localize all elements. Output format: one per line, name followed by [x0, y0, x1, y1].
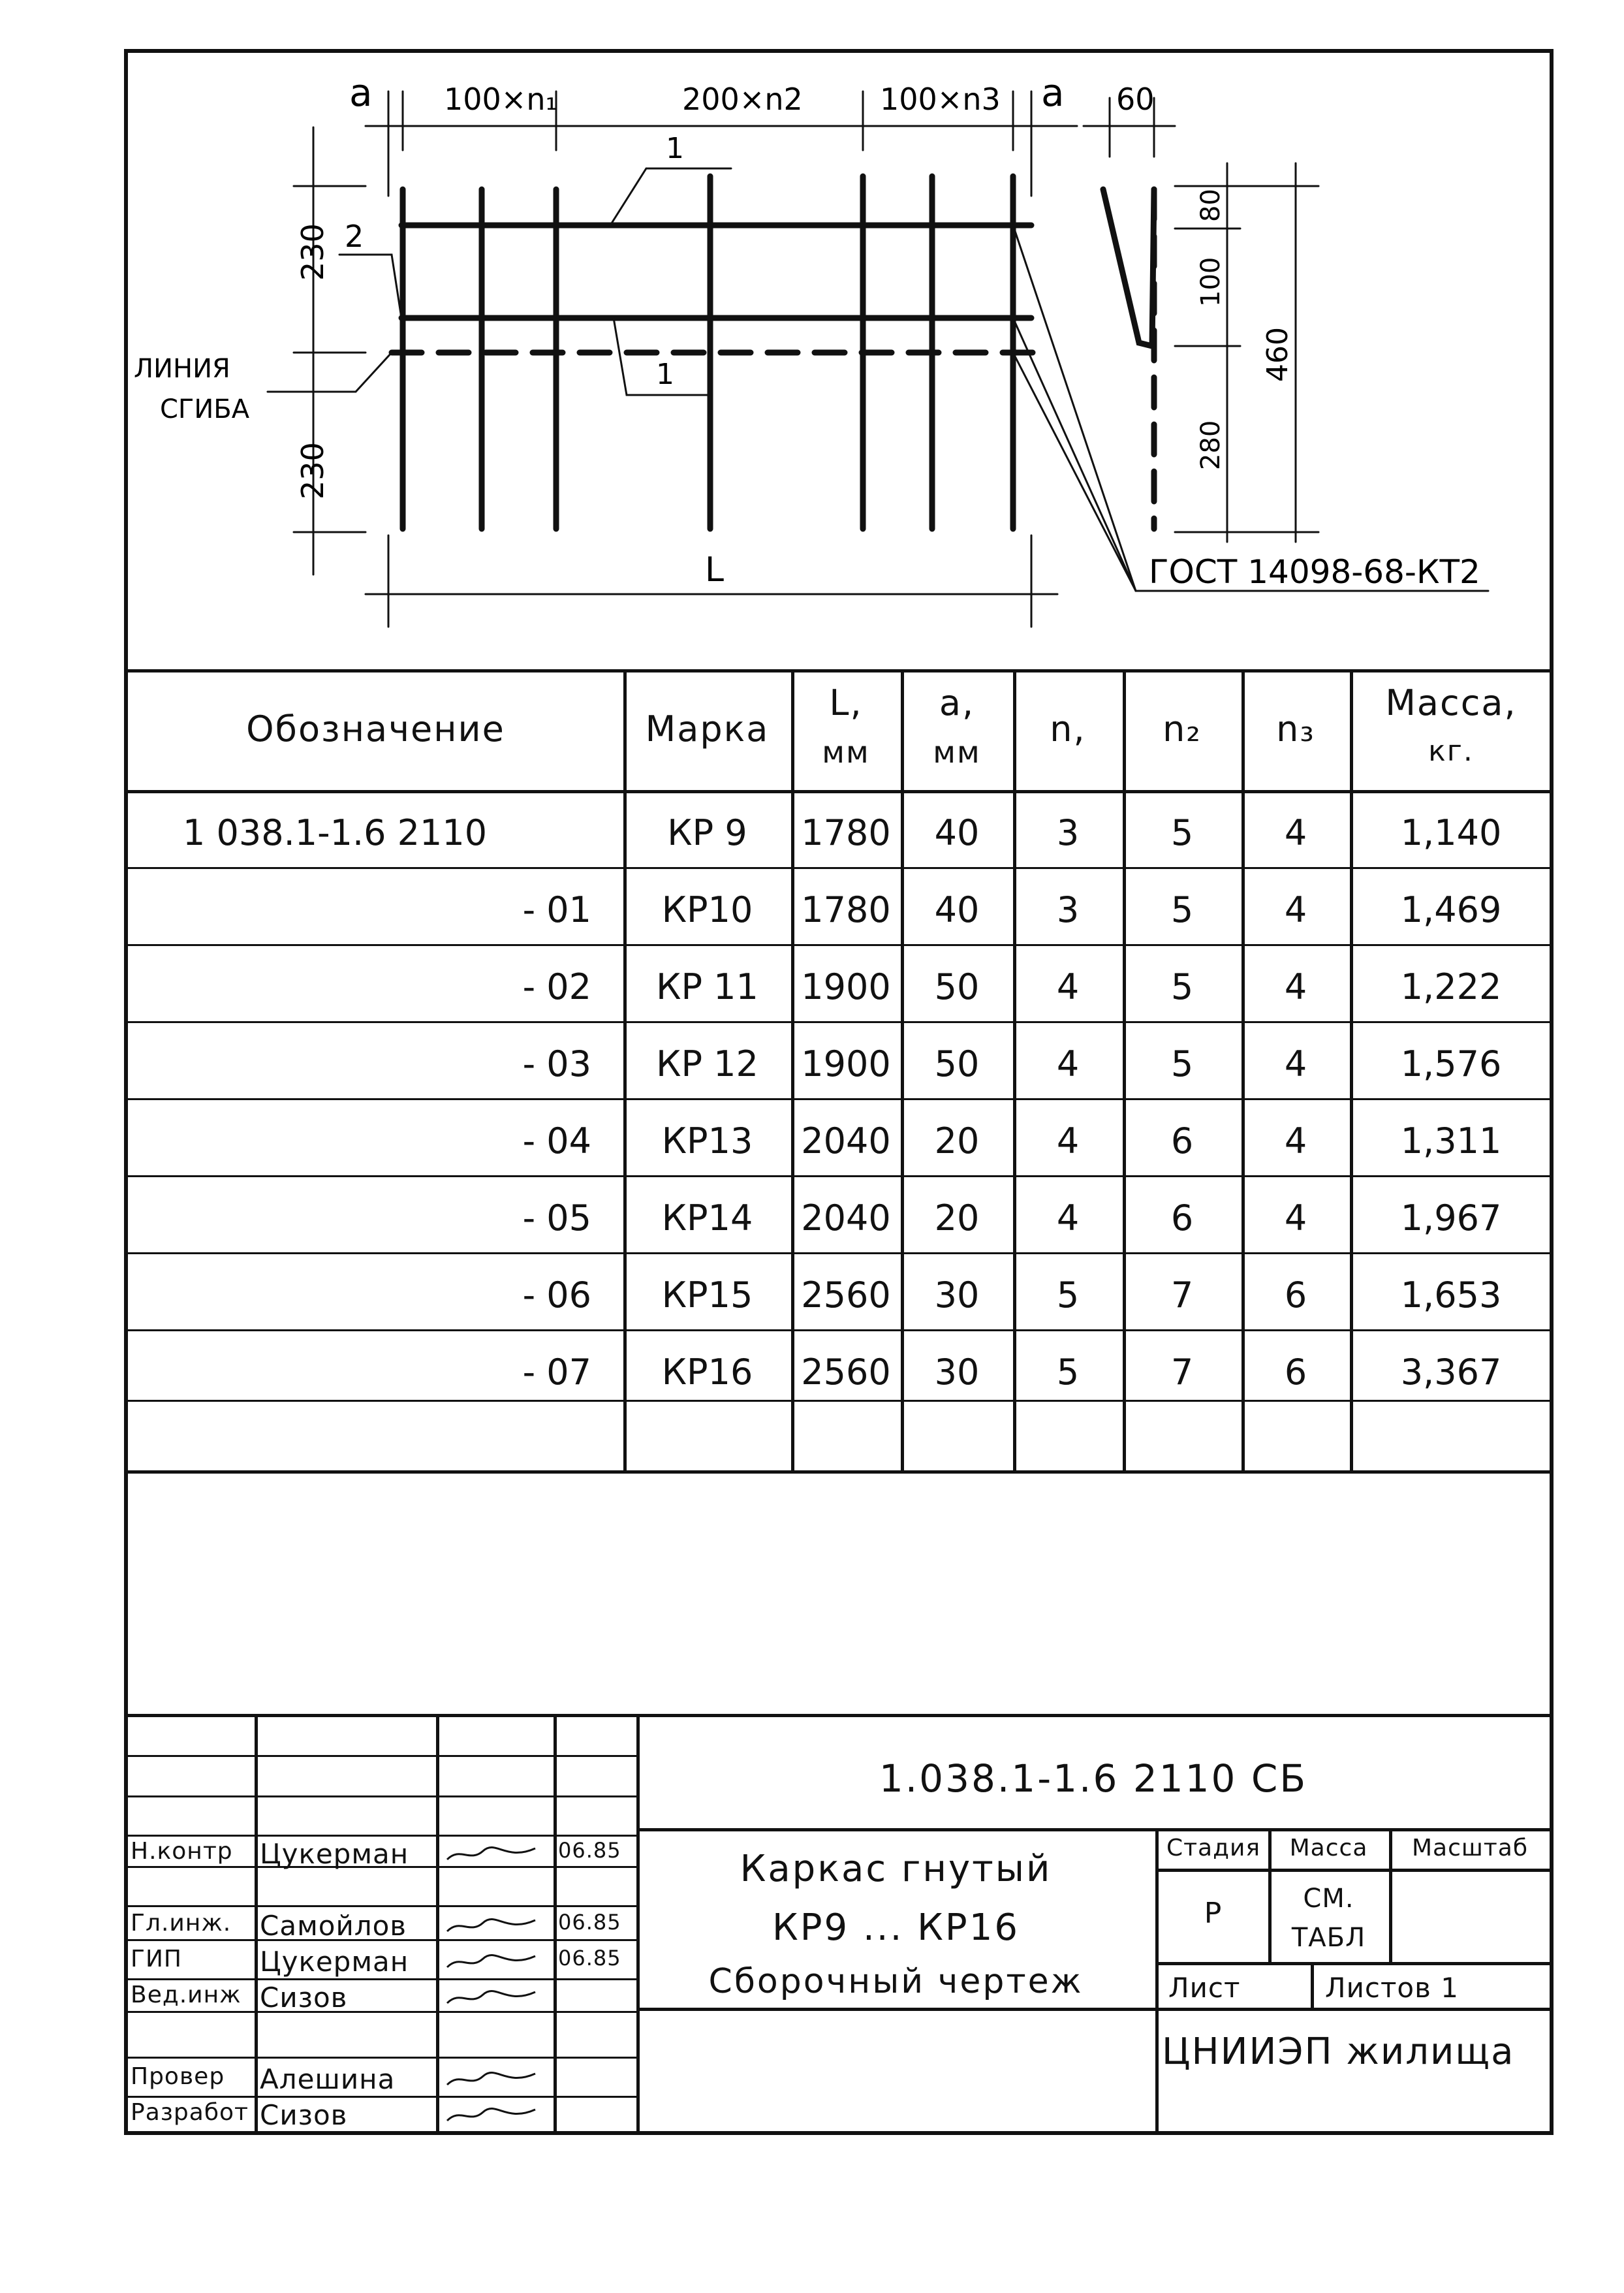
cell-mark: КР16	[661, 1352, 753, 1393]
dim-230-top: 230	[295, 223, 330, 281]
title-line-1: Каркас гнутый	[740, 1848, 1052, 1890]
signer-role: ГИП	[131, 1946, 182, 1972]
document-code: 1.038.1-1.6 2110 СБ	[879, 1756, 1308, 1801]
gost-reference: ГОСТ 14098-68-КТ2	[1149, 553, 1480, 591]
cell-designation: - 07	[522, 1352, 591, 1393]
cell-n3: 4	[1284, 966, 1307, 1007]
cell-n1: 4	[1056, 966, 1080, 1007]
mass-header: Масса	[1289, 1835, 1368, 1861]
cell-L: 2560	[801, 1274, 891, 1316]
cell-a: 20	[934, 1120, 980, 1162]
cell-n1: 4	[1056, 1197, 1080, 1239]
title-line-3: Сборочный чертеж	[708, 1962, 1084, 2001]
cell-mass: 1,469	[1400, 889, 1502, 930]
cell-n3: 4	[1284, 1197, 1307, 1239]
cell-L: 2040	[801, 1197, 891, 1239]
signer-name: Самойлов	[260, 1910, 407, 1942]
header-designation: Обозначение	[246, 708, 505, 750]
cell-mark: КР15	[661, 1274, 753, 1316]
cell-n3: 4	[1284, 1120, 1307, 1162]
cell-n3: 4	[1284, 889, 1307, 930]
cell-mass: 1,311	[1400, 1120, 1502, 1162]
cell-n2: 7	[1170, 1274, 1194, 1316]
drawing-sheet-frame	[124, 49, 1554, 2135]
cell-n1: 5	[1056, 1352, 1080, 1393]
cell-n2: 5	[1170, 966, 1194, 1007]
cell-mark: КР13	[661, 1120, 753, 1162]
signer-name: Цукерман	[260, 1838, 409, 1870]
header-L-unit: мм	[822, 735, 870, 770]
cell-a: 30	[934, 1352, 980, 1393]
cell-n2: 5	[1170, 812, 1194, 853]
cell-mark: КР10	[661, 889, 753, 930]
signer-role: Н.контр	[131, 1838, 233, 1865]
cell-L: 2560	[801, 1352, 891, 1393]
cell-a: 50	[934, 1043, 980, 1084]
cell-n2: 6	[1170, 1197, 1194, 1239]
stage-header: Стадия	[1166, 1835, 1261, 1861]
leader-label-1-top: 1	[666, 132, 684, 165]
dim-a-right: a	[1041, 71, 1065, 115]
dim-460: 460	[1261, 327, 1294, 382]
dim-n2: 200×n2	[682, 82, 803, 117]
bend-line-label-2: СГИБА	[160, 394, 250, 424]
dim-n1: 100×n₁	[444, 82, 557, 117]
cell-n1: 3	[1056, 812, 1080, 853]
cell-mass: 1,222	[1400, 966, 1502, 1007]
signer-name: Цукерман	[260, 1946, 409, 1978]
cell-a: 30	[934, 1274, 980, 1316]
signer-name: Алешина	[260, 2063, 396, 2095]
cell-mass: 3,367	[1400, 1352, 1502, 1393]
cell-a: 20	[934, 1197, 980, 1239]
cell-n2: 7	[1170, 1352, 1194, 1393]
signer-role: Разработ	[131, 2099, 249, 2126]
cell-n2: 5	[1170, 1043, 1194, 1084]
signature-scribble	[444, 1843, 542, 1865]
dim-a-left: a	[349, 71, 373, 115]
cell-designation: 1 038.1-1.6 2110	[183, 812, 488, 853]
cell-mass: 1,653	[1400, 1274, 1502, 1316]
cell-mark: КР 11	[656, 966, 758, 1007]
cell-mark: КР 9	[667, 812, 747, 853]
cell-n2: 6	[1170, 1120, 1194, 1162]
header-mass-unit: кг.	[1428, 735, 1474, 768]
cell-n2: 5	[1170, 889, 1194, 930]
dim-60: 60	[1116, 82, 1155, 117]
mass-value-1: СМ.	[1303, 1884, 1354, 1914]
cell-designation: - 04	[522, 1120, 591, 1162]
signer-role: Вед.инж	[131, 1982, 242, 2008]
signer-date: 06.85	[558, 1946, 621, 1970]
scale-header: Масштаб	[1411, 1835, 1529, 1861]
cell-a: 40	[934, 812, 980, 853]
cell-L: 1780	[801, 889, 891, 930]
signature-scribble	[444, 2068, 542, 2091]
cell-n3: 4	[1284, 1043, 1307, 1084]
signer-role: Гл.инж.	[131, 1910, 232, 1937]
title-line-2: КР9 ... КР16	[772, 1906, 1020, 1949]
header-a-unit: мм	[933, 735, 981, 770]
cell-designation: - 03	[522, 1043, 591, 1084]
header-a: a,	[939, 682, 975, 723]
signature-scribble	[444, 1915, 542, 1937]
bend-line-label-1: ЛИНИЯ	[134, 354, 230, 384]
signer-name: Сизов	[260, 2099, 348, 2131]
dim-230-bottom: 230	[295, 442, 330, 499]
cell-L: 1900	[801, 1043, 891, 1084]
cell-L: 1780	[801, 812, 891, 853]
sheets-label: Листов 1	[1325, 1972, 1459, 2004]
sheet-label: Лист	[1168, 1972, 1241, 2004]
header-mass: Масса,	[1385, 682, 1517, 723]
mass-value-2: ТАБЛ	[1291, 1923, 1366, 1953]
cell-mass: 1,140	[1400, 812, 1502, 853]
cell-n1: 4	[1056, 1043, 1080, 1084]
cell-n1: 4	[1056, 1120, 1080, 1162]
cell-mass: 1,967	[1400, 1197, 1502, 1239]
dim-n3: 100×n3	[880, 82, 1001, 117]
header-L: L,	[829, 682, 863, 723]
signature-scribble	[444, 1951, 542, 1973]
signer-date: 06.85	[558, 1838, 621, 1863]
cell-n1: 3	[1056, 889, 1080, 930]
signature-scribble	[444, 1987, 542, 2009]
header-n3: n₃	[1276, 708, 1315, 750]
cell-a: 50	[934, 966, 980, 1007]
stage-value: Р	[1204, 1897, 1223, 1930]
leader-label-1-bottom: 1	[656, 358, 674, 391]
signer-name: Сизов	[260, 1982, 348, 2014]
signer-role: Провер	[131, 2063, 225, 2090]
header-n2: n₂	[1163, 708, 1202, 750]
cell-n3: 4	[1284, 812, 1307, 853]
cell-designation: - 02	[522, 966, 591, 1007]
cell-designation: - 06	[522, 1274, 591, 1316]
cell-n3: 6	[1284, 1352, 1307, 1393]
cell-n1: 5	[1056, 1274, 1080, 1316]
dim-280: 280	[1196, 420, 1226, 470]
cell-a: 40	[934, 889, 980, 930]
cell-mark: КР14	[661, 1197, 753, 1239]
cell-L: 2040	[801, 1120, 891, 1162]
cell-designation: - 01	[522, 889, 591, 930]
cell-n3: 6	[1284, 1274, 1307, 1316]
header-n1: n,	[1050, 708, 1086, 750]
organization: ЦНИИЭП жилища	[1162, 2031, 1515, 2073]
cell-mass: 1,576	[1400, 1043, 1502, 1084]
cell-mark: КР 12	[656, 1043, 758, 1084]
cell-designation: - 05	[522, 1197, 591, 1239]
dim-80: 80	[1196, 189, 1226, 222]
dim-100: 100	[1196, 257, 1226, 307]
signer-date: 06.85	[558, 1910, 621, 1935]
dim-L: L	[705, 550, 724, 590]
header-mark: Марка	[645, 708, 770, 750]
leader-label-2: 2	[345, 219, 364, 254]
cell-L: 1900	[801, 966, 891, 1007]
signature-scribble	[444, 2104, 542, 2127]
